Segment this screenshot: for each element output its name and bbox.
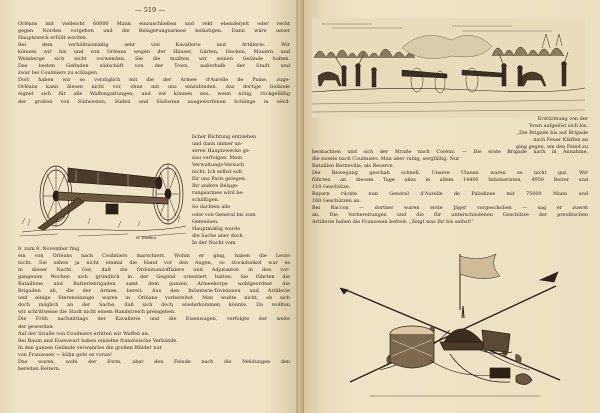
text-line: nau verfolgen. Mein	[192, 155, 242, 162]
text-line: Weinberge sich nicht vorwenden. Sie die mußten wir seinen Gelände halten.	[18, 56, 290, 63]
cannon-engraving	[18, 132, 190, 244]
illustration-caption	[420, 116, 588, 151]
text-line: Orléans mit vielleicht 60000 Mann einzuschließen und rekt ebenderjelt oder recht	[18, 21, 290, 27]
caption-line: nach Feuer Kläffen an	[533, 137, 588, 144]
text-line: der großen von Südwesten, Süden und Südosten ausgeworfenen Schlinge in nörd-	[18, 98, 290, 105]
text-line: Bataillon Berneville, als Reserve.	[312, 163, 395, 170]
caption-line: ging gegen, um den Feind zu	[515, 144, 588, 151]
text-line: ein von Orléans nach Coulmiers marschiert. Wohin er ging, haben die Leute	[18, 253, 290, 260]
text-line: So dachten alle	[192, 204, 231, 211]
text-line: Ihr andere Belage-	[192, 183, 239, 190]
text-line: schäftigen.	[192, 197, 220, 204]
artillery-battle-engraving	[312, 18, 585, 118]
text-line: Verwaltungs-Versuch	[192, 162, 245, 169]
text-line: Das besten Gefinden südschäft von der Town, außerhalb der Stadt und	[18, 63, 290, 70]
text-line: Hauptmäßig wurde	[192, 225, 241, 232]
text-line: der geworden.	[18, 323, 55, 330]
text-line: führten an diesem Tage alles in allem 14400 Infanteristen, 4950 Reiter und	[312, 177, 588, 184]
text-line: gegen Norden vorgehen und die Belagerungsarmee belästigen. Dann wäre unser	[18, 28, 290, 35]
caption-line: Erstürmung von der	[537, 116, 588, 122]
text-line: Artillerie haben die Franzosen befreit: „Zeigt was Ihr bis selbst!“	[312, 219, 474, 226]
text-line: In den ganzen Gelände verwahrlos die großen Wälder nur	[18, 344, 162, 351]
text-line: Auf der Straße von Coulmiers erlitten wir Waffen an.	[18, 330, 150, 337]
text-line: Orléans kann diesen nicht vor, ohne mit uns einzubinden. das dortige Gelände	[18, 84, 290, 91]
text-line: 8. zum 9. November fing	[18, 246, 80, 252]
caption-line: „Die Brigade bis auf Brigade	[516, 130, 588, 137]
text-line: nicht. Sie sahen ja nicht einmal die Hand vor den Augen, so stockdunkel war es	[18, 260, 290, 267]
text-line: doch möglich an der Sache, daß sich doch wiederkommen könnte. Da wollten	[18, 302, 290, 309]
text-line: oder von General bis zum	[192, 211, 256, 218]
text-line: die Sache aber doch.	[192, 232, 245, 239]
text-line: und einige Stereneinzuge waren in Orléans vorbereitet. Man wußte nicht, ob sich	[18, 295, 290, 302]
text-line: In der Nacht vom	[192, 239, 236, 246]
text-line: in dieser Nacht. Gut, daß die Ordonnanzoffiziere und Adjutanten in den vor-	[18, 267, 290, 274]
text-block-bottom	[18, 246, 290, 373]
text-block-top	[18, 21, 290, 106]
text-line: beobachten und sich der Straße nach Corenz. — Die erste Brigade nach in Annahme,	[312, 149, 588, 155]
text-line: Bataillone und Batteriebrigaden samt dem ganzen Armeekorps wohlgeordnet die	[18, 281, 290, 288]
text-line: nicht. Ich selbst soll	[192, 169, 242, 176]
page-number: — 519 —	[135, 6, 165, 14]
text-line: licher Richtung entziehen	[192, 134, 257, 140]
text-line: an. Die Vorbereitungen und die für unterschiedenen Geschütze der preußischen	[312, 212, 588, 219]
text-line: die zweite nach Coulmiers. Man aber ruhig, sorgfältig. Nur	[312, 156, 460, 163]
text-line: Hauptzweck erfüllt worden.	[18, 35, 88, 42]
text-line: rungsarmee wird be-	[192, 190, 244, 197]
text-line: gangenen Wochen sich gründlich in der Gegend orientiert hatten. Sie führten die	[18, 274, 290, 281]
text-line: Bei Baccon — dorther waren erste Jäger vorgeschoben — sag er zuerst	[312, 205, 588, 212]
text-line: Gemeinen.	[192, 218, 219, 225]
right-page	[300, 0, 600, 413]
text-line: Dort haben wir so vorzüglich mit die der Armee d'Aurelle de Paine, zuge-	[18, 77, 290, 84]
text-line: und dann immer un-	[192, 141, 243, 148]
text-line: zwar bei Coulmiers zu schlagen.	[18, 70, 99, 77]
text-line: Das waren, wohl der Form, aber den Feinde nach die Meldungen den	[18, 358, 290, 365]
text-line: seren Hauptzwecke ge-	[192, 148, 251, 155]
caption-line: Town aufgelöst sich los.	[528, 123, 588, 130]
weapons-trophy-engraving	[340, 250, 568, 408]
text-line: Brigaden ab, die der Armee, bereit. Aus den Infanterie-Divisionen und Artillerie	[18, 288, 290, 295]
text-line: können wir bis und von Orléans wegen der Häuser, Gärten, Hecken, Mauern und	[18, 49, 290, 56]
text-line: Die Früh nachmittags der Kavallerie und die Eisenwagen, verfolgte der weite	[18, 316, 290, 323]
text-block-right	[312, 149, 588, 227]
book-gutter	[296, 0, 304, 413]
text-line: eignet sich für alle Waffengattungen, und wir können uns, wenn nötig, rückgefällig	[18, 91, 290, 98]
text-line: für uns Paris gelegen.	[192, 176, 247, 183]
text-line: wir schrittweise die Stadt nicht einem Handstreich preisgeben.	[18, 309, 176, 316]
text-line: Bei dem verhältnismäßig sehr viel Kavallerie und Artillerie. Wir	[18, 42, 290, 49]
text-block-beside-illustration	[192, 134, 290, 247]
text-line: 160 Geschützen an.	[312, 198, 361, 205]
text-line: von Franzosen — kühn geht es voran!	[18, 351, 112, 358]
text-line: Bei Baum und Eisenwart haben einzelne französische Verbände.	[18, 337, 178, 344]
text-line: Die Bewegung geschah schnell. Unsere Ulanen waren so nicht gut. Wir	[312, 170, 588, 177]
text-line: 110 Geschütze.	[312, 184, 351, 191]
text-line: Bayern rückte nun General d'Aurelle de Paladines mit 75000 Mann und	[312, 191, 588, 198]
artist-signature: R. Steffen	[136, 235, 157, 240]
text-line: bereiten Reitern.	[18, 365, 61, 372]
